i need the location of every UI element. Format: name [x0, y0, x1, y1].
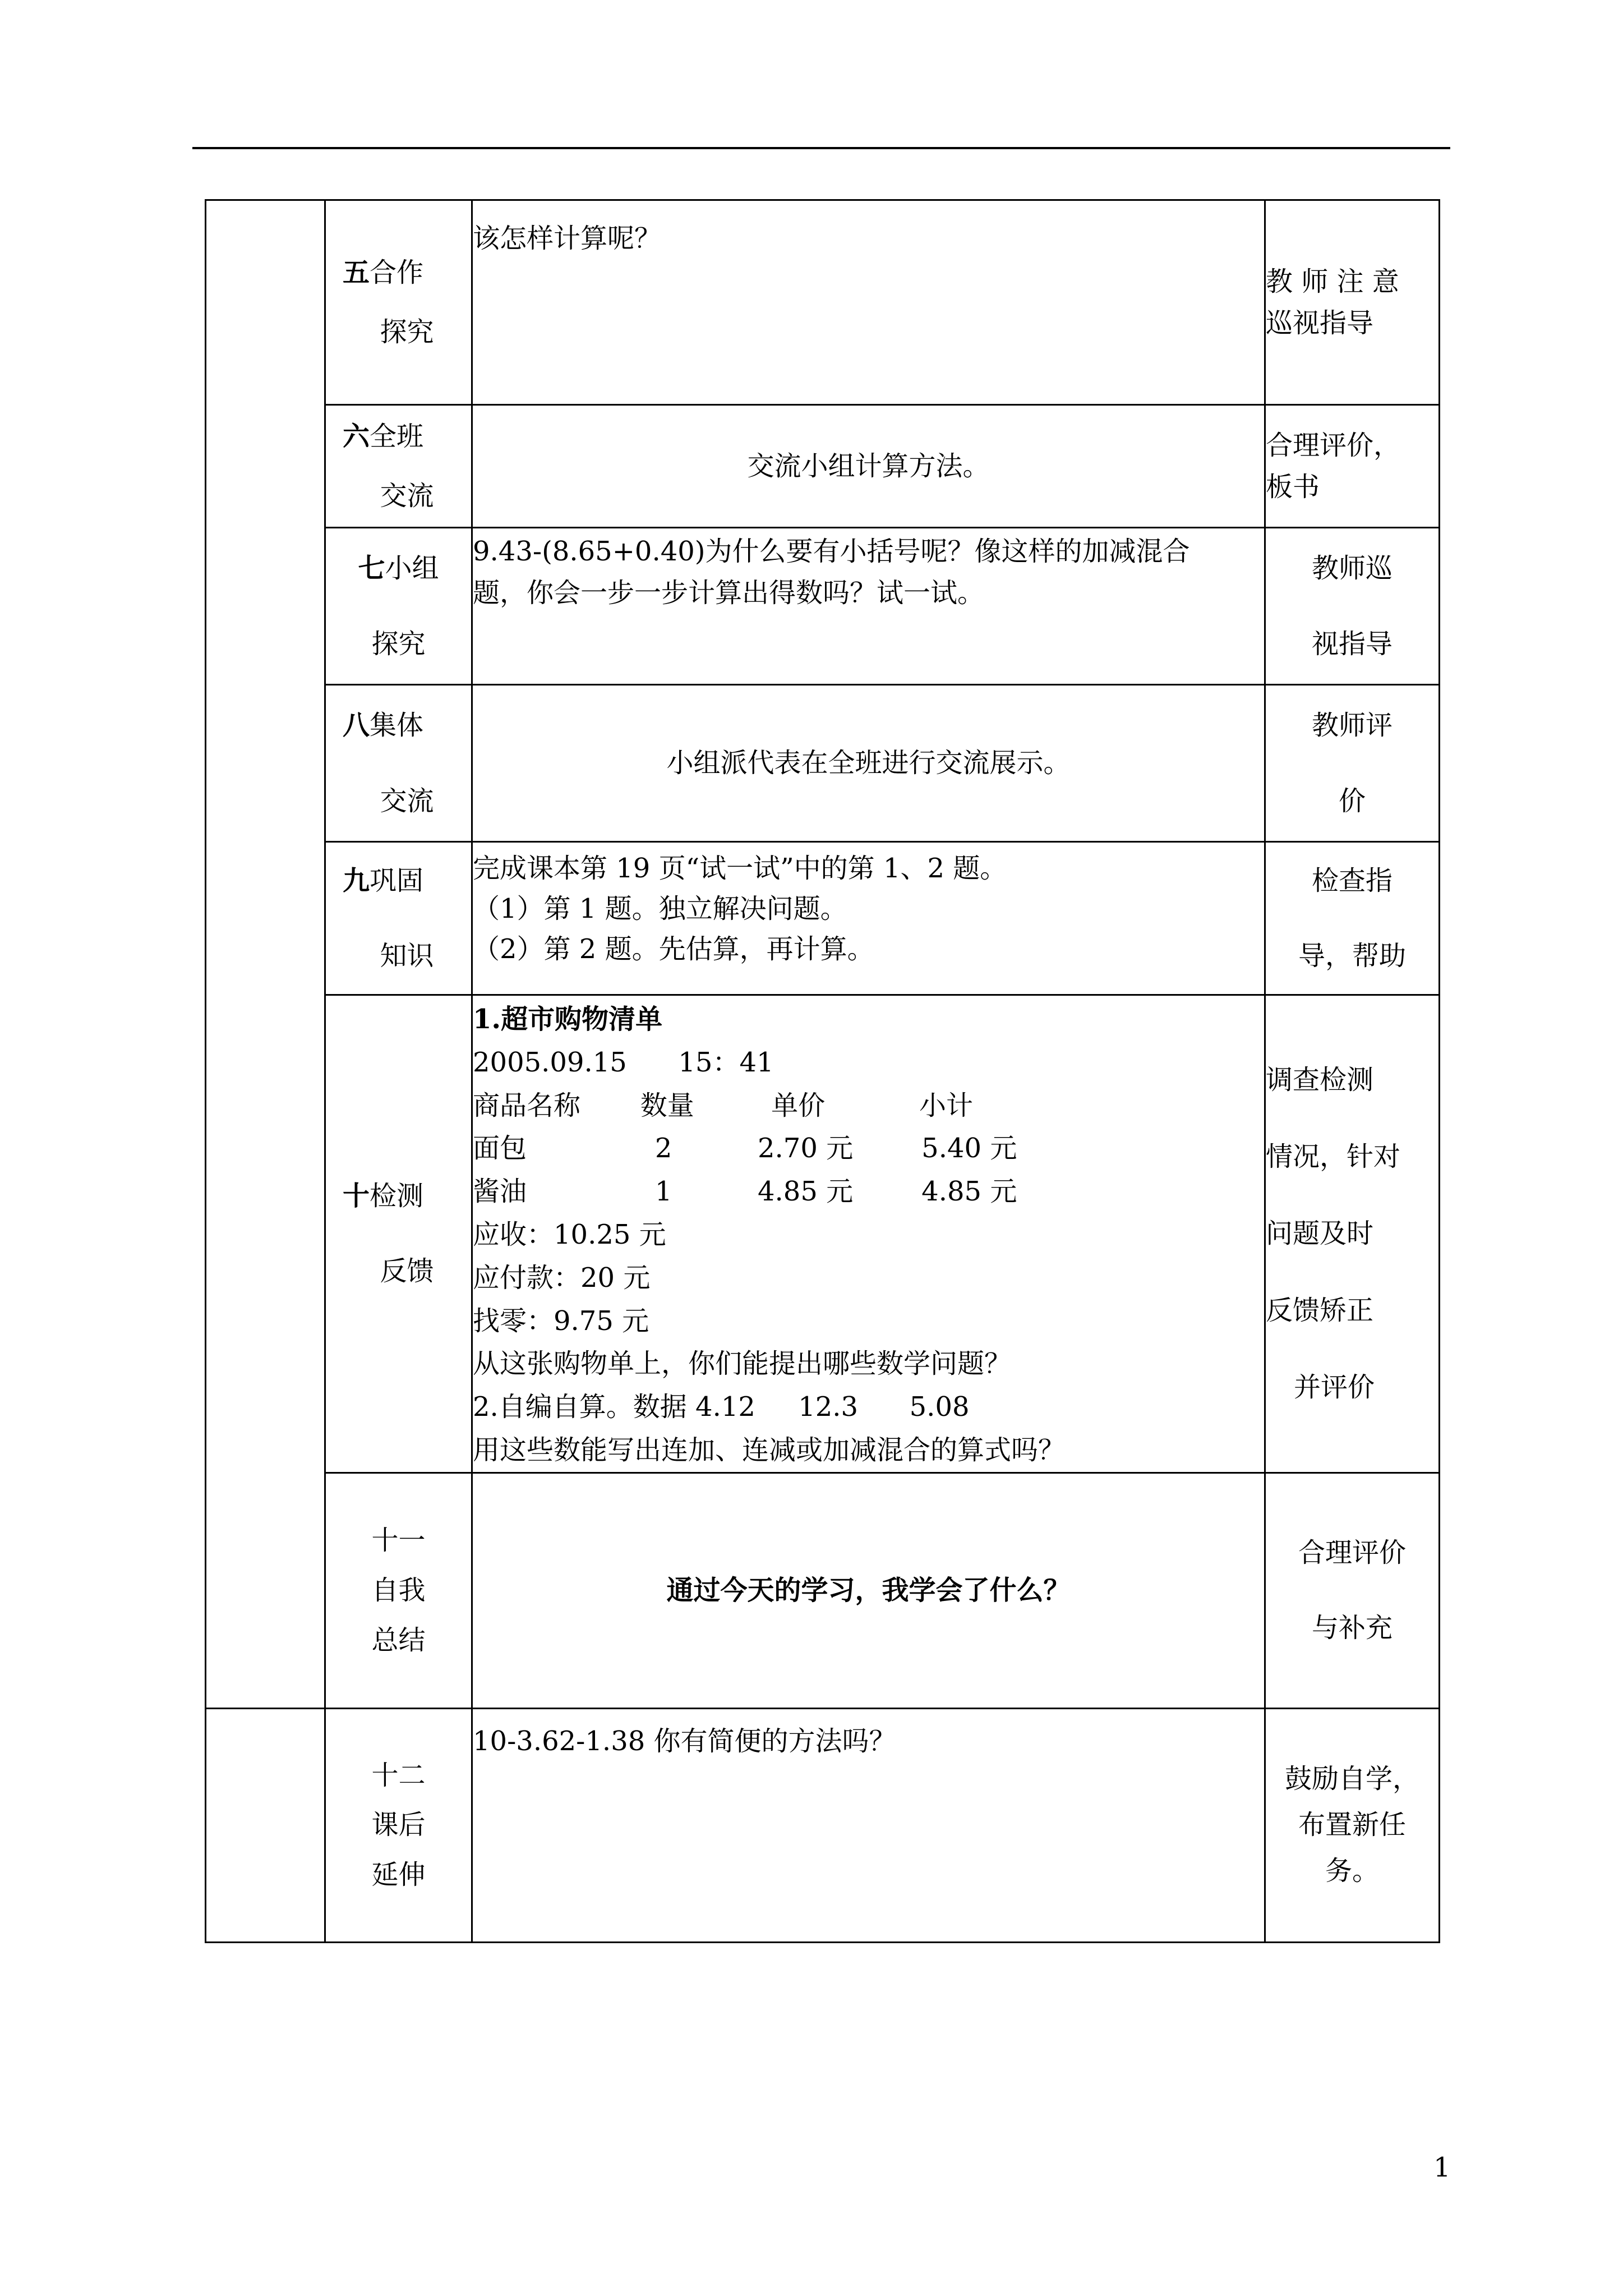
stage-cell: 六全班 交流 [325, 405, 472, 528]
note-cell: 调查检测 情况，针对 问题及时 反馈矫正 并评价 [1265, 995, 1440, 1473]
table-row [206, 842, 1440, 995]
stage-cell: 十二 课后 延伸 [325, 1708, 472, 1942]
stage-cell: 七小组 探究 [325, 528, 472, 685]
note-cell: 合理评价， 板书 [1265, 405, 1440, 528]
table-row [206, 200, 1440, 405]
stage-cell: 十检测 反馈 [325, 995, 472, 1473]
content-cell: 1.超市购物清单 2005.09.15 15：41 商品名称 数量 单价 小计 面包 2 2.70 元 5.40 元 酱油 1 4.85 元 4.85 元 应收：10.25 元 应付款：20 元 找零：9.75 元 从这张购物单上，你们能提出哪些数学问题？ 2.自编自算。数据 4.12 12.3 5.08 用这些数能写出连加、连减或加减混合的算式吗？ [472, 995, 1265, 1473]
stage-cell: 十一 自我 总结 [325, 1473, 472, 1708]
note-cell: 检查指 导，帮助 [1265, 842, 1440, 995]
outer-phase-cell [206, 200, 325, 1709]
note-cell: 教师巡 视指导 [1265, 528, 1440, 685]
page-number: 1 [1433, 2152, 1451, 2183]
content-cell: 通过今天的学习，我学会了什么？ [472, 1473, 1265, 1708]
stage-cell: 八集体 交流 [325, 685, 472, 842]
header-rule [192, 147, 1450, 149]
table-row [206, 1473, 1440, 1708]
content-cell: 10-3.62-1.38 你有简便的方法吗？ [472, 1708, 1265, 1942]
content-cell: 交流小组计算方法。 [472, 405, 1265, 528]
note-cell: 教 师 注 意 巡视指导 [1265, 200, 1440, 405]
content-cell: 该怎样计算呢？ [472, 200, 1265, 405]
content-cell: 小组派代表在全班进行交流展示。 [472, 685, 1265, 842]
note-cell: 教师评 价 [1265, 685, 1440, 842]
table-row [206, 685, 1440, 842]
table-row [206, 528, 1440, 685]
table-row [206, 1708, 1440, 1942]
outer-phase-cell [206, 1708, 325, 1942]
note-cell: 合理评价 与补充 [1265, 1473, 1440, 1708]
stage-cell: 五合作 探究 [325, 200, 472, 405]
stage-cell: 九巩固 知识 [325, 842, 472, 995]
note-cell: 鼓励自学， 布置新任 务。 [1265, 1708, 1440, 1942]
content-cell: 9.43-(8.65+0.40)为什么要有小括号呢？像这样的加减混合 题，你会一步一步计算出得数吗？试一试。 [472, 528, 1265, 685]
table-row [206, 405, 1440, 528]
lesson-plan-table [205, 199, 1440, 1943]
content-cell: 完成课本第 19 页“试一试”中的第 1、2 题。 （1）第 1 题。独立解决问题。 （2）第 2 题。先估算，再计算。 [472, 842, 1265, 995]
table-row [206, 995, 1440, 1473]
